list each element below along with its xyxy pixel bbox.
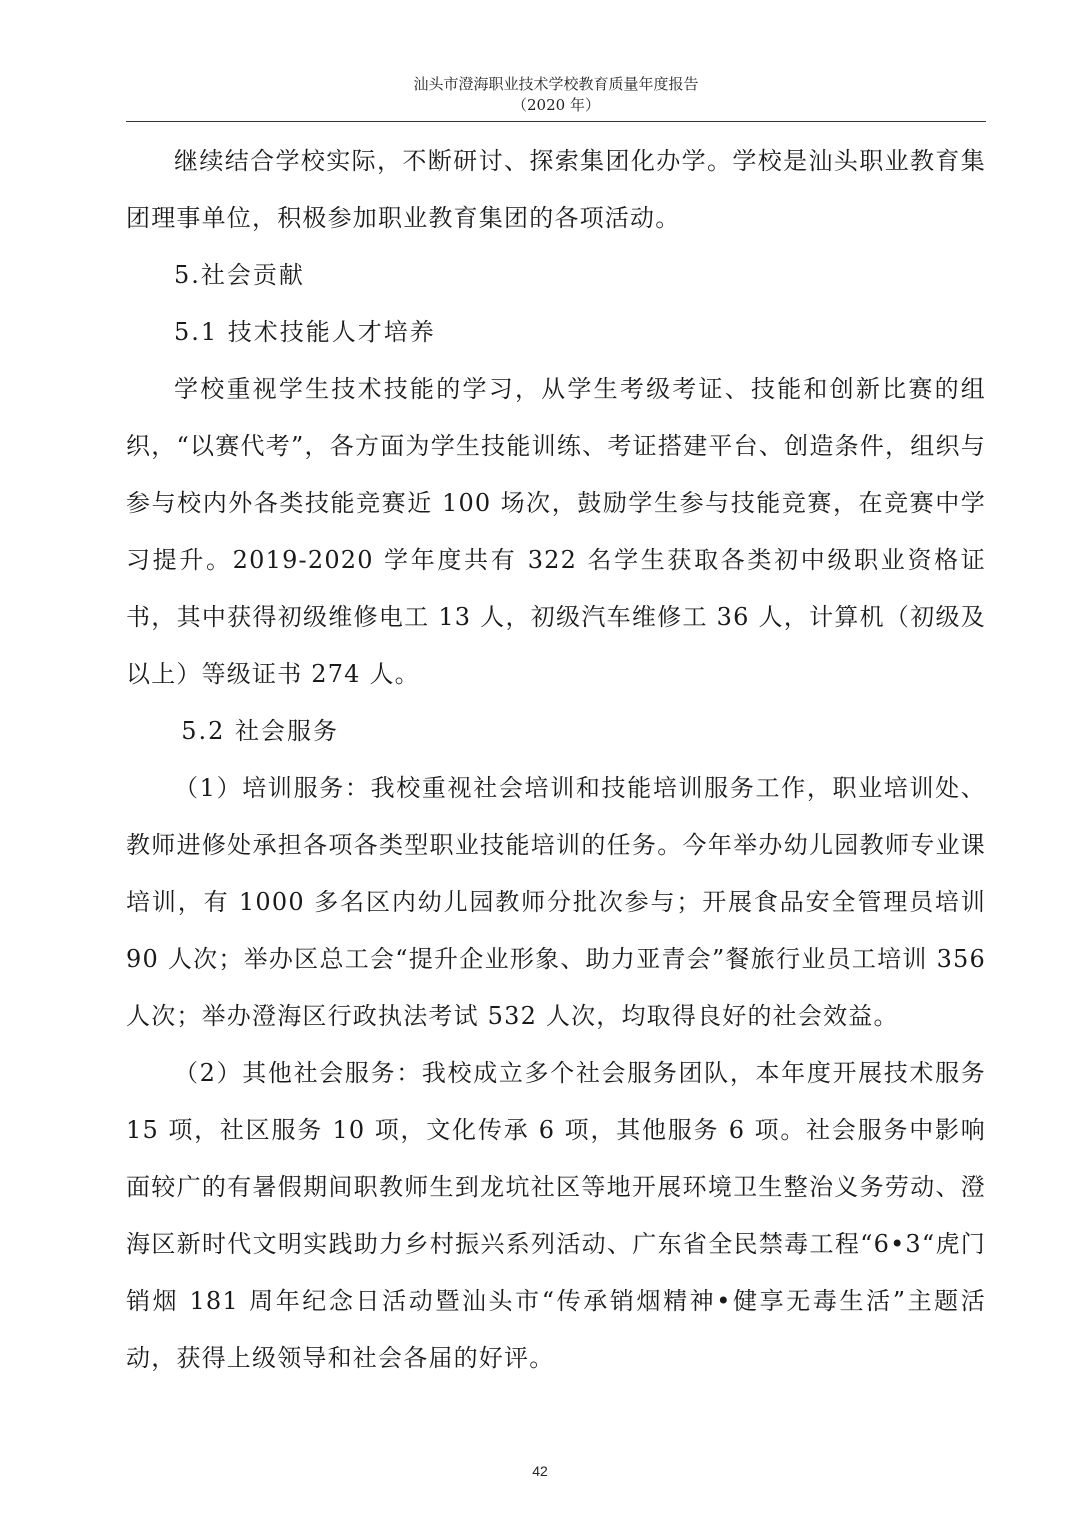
intro-paragraph: 继续结合学校实际，不断研讨、探索集团化办学。学校是汕头职业教育集团理事单位，积极参加职业教育集团的各项活动。 — [126, 147, 986, 232]
report-year: （2020 年） — [512, 96, 600, 114]
header-divider — [126, 121, 986, 122]
section-heading-social-contribution: 5.社会贡献 — [174, 261, 305, 289]
subsection-heading-social-service: 5.2 社会服务 — [181, 717, 339, 745]
training-service-paragraph: （1）培训服务：我校重视社会培训和技能培训服务工作，职业培训处、教师进修处承担各项各类型职业技能培训的任务。今年举办幼儿园教师专业课培训，有 1000 多名区内幼儿园教师分批次参与；开展食品安全管理员培训 90 人次；举办区总工会“提升企业形象、助力亚青会”餐旅行业员工培训 356 人次；举办澄海区行政执法考试 532 人次，均取得良好的社会效益。 — [126, 774, 986, 1030]
subsection-heading-talent-training: 5.1 技术技能人才培养 — [174, 318, 436, 346]
report-title: 汕头市澄海职业技术学校教育质量年度报告 — [413, 75, 699, 93]
talent-training-paragraph: 学校重视学生技术技能的学习，从学生考级考证、技能和创新比赛的组织，“以赛代考”，各方面为学生技能训练、考证搭建平台、创造条件，组织与参与校内外各类技能竞赛近 100 场次，鼓励学生参与技能竞赛，在竞赛中学习提升。2019-2020 学年度共有 322 名学生获取各类初中级职业资格证书，其中获得初级维修电工 13 人，初级汽车维修工 36 人，计算机（初级及以上）等级证书 274 人。 — [126, 375, 986, 688]
page-number: 42 — [532, 1463, 548, 1479]
page-header — [126, 74, 986, 116]
document-body — [126, 133, 986, 1387]
other-service-paragraph: （2）其他社会服务：我校成立多个社会服务团队，本年度开展技术服务 15 项，社区服务 10 项，文化传承 6 项，其他服务 6 项。社会服务中影响面较广的有暑假期间职教师生到龙坑社区等地开展环境卫生整治义务劳动、澄海区新时代文明实践助力乡村振兴系列活动、广东省全民禁毒工程“6•3“虎门销烟 181 周年纪念日活动暨汕头市“传承销烟精神•健享无毒生活”主题活动，获得上级领导和社会各届的好评。 — [126, 1059, 986, 1372]
